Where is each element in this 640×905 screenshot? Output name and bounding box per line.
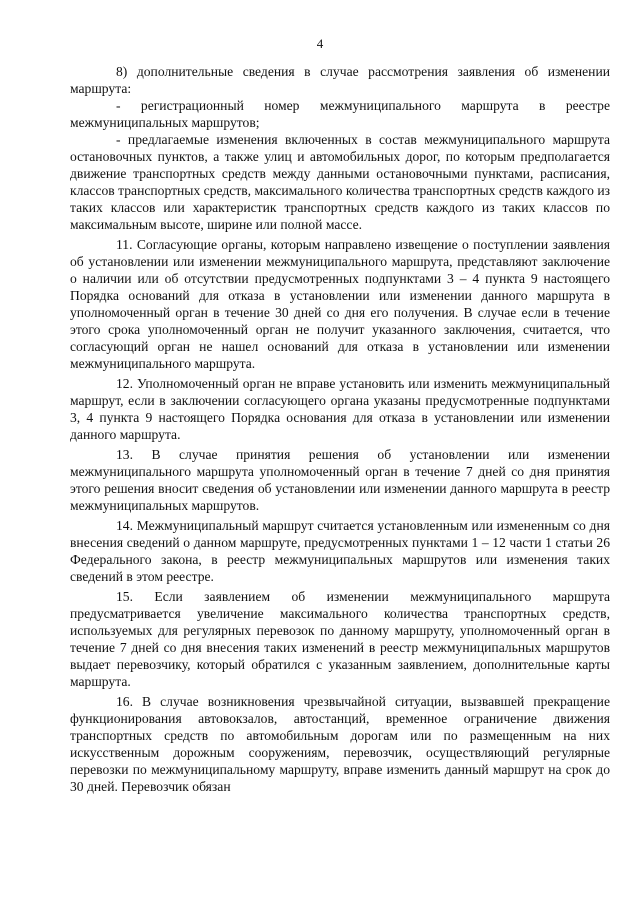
paragraph-13: 13. В случае принятия решения об установлении или изменении межмуниципального маршрута уполномоченный орган в течение 7 дней со дня принятия этого решения вносит сведения об установлении или изменении данного маршрута в реестр межмуниципальных маршрутов. [70, 447, 610, 513]
document-body [70, 63, 610, 795]
paragraph-12: 12. Уполномоченный орган не вправе установить или изменить межмуниципальный маршрут, если в заключении согласующего органа указаны предусмотренные подпунктами 3, 4 пункта 9 настоящего Порядка основания для отказа в установлении или изменении данного маршрута. [70, 376, 610, 442]
page-number: 4 [316, 36, 324, 51]
paragraph-11: 11. Согласующие органы, которым направлено извещение о поступлении заявления об установлении или изменении межмуниципального маршрута, представляют заключение о наличии или об отсутствии предусмотренных подпунктами 3 – 4 пункта 9 настоящего Порядка оснований для отказа в установлении или изменении данного маршрута в уполномоченный орган в течение 30 дней со дня его получения. В случае если в течение этого срока уполномоченный орган не получит указанного заключения, считается, что согласующий орган не нашел оснований для отказа в установлении или изменении межмуниципального маршрута. [70, 237, 610, 371]
paragraph-proposed-changes: - предлагаемые изменения включенных в состав межмуниципального маршрута остановочных пунктов, а также улиц и автомобильных дорог, по которым предполагается движение транспортных средств между данными остановочными пунктами, расписания, классов транспортных средств, максимального количества транспортных средств каждого из таких классов или характеристик транспортных средств каждого из таких классов по максимальным высоте, ширине или полной массе. [70, 132, 610, 232]
paragraph-14: 14. Межмуниципальный маршрут считается установленным или измененным со дня внесения сведений о данном маршруте, предусмотренных пунктами 1 – 12 части 1 статьи 26 Федерального закона, в реестр межмуниципальных маршрутов или изменения таких сведений в этом реестре. [70, 518, 610, 584]
paragraph-15: 15. Если заявлением об изменении межмуниципального маршрута предусматривается увеличение максимального количества транспортных средств, используемых для регулярных перевозок по данному маршруту, уполномоченный орган в течение 7 дней со дня внесения таких изменений в реестр межмуниципальных маршрутов выдает перевозчику, который обратился с указанным заявлением, дополнительные карты маршрута. [70, 589, 610, 689]
paragraph-16: 16. В случае возникновения чрезвычайной ситуации, вызвавшей прекращение функционирования автовокзалов, автостанций, временное ограничение движения транспортных средств по автомобильным дорогам или по размещенным на них искусственным дорожным сооружениям, перевозчик, осуществляющий регулярные перевозки по межмуниципальному маршруту, вправе изменить данный маршрут на срок до 30 дней. Перевозчик обязан [70, 694, 610, 794]
paragraph-8-additional-info: 8) дополнительные сведения в случае рассмотрения заявления об изменении маршрута: [70, 64, 610, 96]
paragraph-registration-number: - регистрационный номер межмуниципального маршрута в реестре межмуниципальных маршрутов; [70, 98, 610, 130]
